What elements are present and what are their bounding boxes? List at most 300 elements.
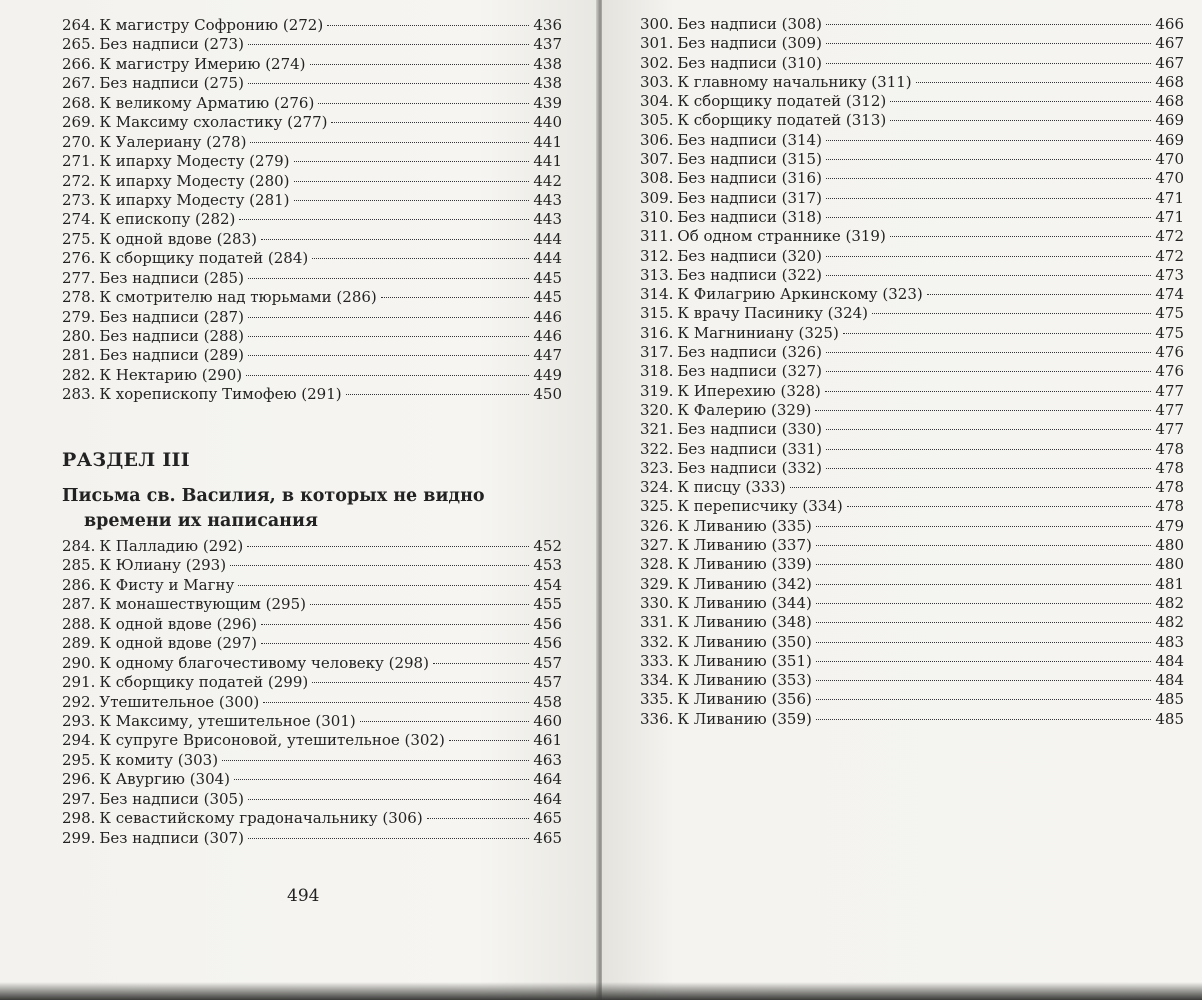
dot-leader bbox=[826, 429, 1151, 430]
toc-entry-title: К одной вдове (296) bbox=[99, 614, 257, 633]
toc-entry-page: 484 bbox=[1155, 651, 1184, 670]
toc-entry-number: 270. bbox=[62, 132, 96, 151]
dot-leader bbox=[816, 699, 1152, 700]
toc-entry-page: 478 bbox=[1155, 497, 1184, 516]
dot-leader bbox=[816, 719, 1152, 720]
toc-entry-page: 441 bbox=[533, 152, 562, 171]
toc-entry bbox=[640, 92, 1184, 111]
toc-entry bbox=[62, 191, 562, 210]
toc-entry-number: 279. bbox=[62, 307, 96, 326]
toc-entry-title: К Нектарию (290) bbox=[99, 365, 243, 384]
toc-entry-number: 326. bbox=[640, 516, 674, 535]
dot-leader bbox=[294, 181, 530, 182]
toc-entry-title: Без надписи (320) bbox=[677, 246, 822, 265]
dot-leader bbox=[826, 275, 1151, 276]
toc-entry-page: 474 bbox=[1155, 285, 1184, 304]
toc-entry-number: 267. bbox=[62, 74, 96, 93]
toc-entry bbox=[640, 420, 1184, 439]
toc-entry-number: 281. bbox=[62, 346, 96, 365]
toc-entry-page: 478 bbox=[1155, 439, 1184, 458]
toc-entry-page: 444 bbox=[533, 229, 562, 248]
toc-entry-title: К Ливанию (335) bbox=[677, 516, 812, 535]
toc-entry-title: К ипарху Модесту (280) bbox=[99, 171, 290, 190]
toc-entry-number: 329. bbox=[640, 574, 674, 593]
toc-entry-number: 311. bbox=[640, 227, 674, 246]
toc-entry-number: 293. bbox=[62, 711, 96, 730]
toc-entry-page: 481 bbox=[1155, 574, 1184, 593]
toc-entry-page: 442 bbox=[533, 171, 562, 190]
toc-entry-title: К комиту (303) bbox=[99, 750, 219, 769]
dot-leader bbox=[890, 236, 1152, 237]
toc-entry-number: 303. bbox=[640, 72, 674, 91]
toc-entry bbox=[62, 346, 562, 365]
dot-leader bbox=[248, 44, 529, 45]
dot-leader bbox=[825, 391, 1152, 392]
toc-entry-page: 477 bbox=[1155, 420, 1184, 439]
toc-entry-title: К Палладию (292) bbox=[99, 537, 244, 555]
toc-entry-number: 322. bbox=[640, 439, 674, 458]
dot-leader bbox=[248, 838, 529, 839]
toc-entry bbox=[640, 266, 1184, 285]
toc-entry-title: К Авургию (304) bbox=[99, 770, 231, 789]
toc-entry-number: 328. bbox=[640, 555, 674, 574]
dot-leader bbox=[826, 256, 1151, 257]
toc-entry bbox=[640, 401, 1184, 420]
toc-entry-title: К великому Арматию (276) bbox=[99, 93, 315, 112]
toc-entry-page: 437 bbox=[533, 35, 562, 54]
dot-leader bbox=[248, 278, 529, 279]
toc-entry-number: 282. bbox=[62, 365, 96, 384]
toc-entry-page: 449 bbox=[533, 365, 562, 384]
toc-entry-title: К Ливанию (342) bbox=[677, 574, 812, 593]
dot-leader bbox=[816, 584, 1152, 585]
toc-entry bbox=[62, 152, 562, 171]
toc-entry-page: 443 bbox=[533, 190, 562, 209]
toc-entry-page: 466 bbox=[1155, 15, 1184, 33]
toc-entry-page: 460 bbox=[533, 711, 562, 730]
toc-entry-number: 292. bbox=[62, 692, 96, 711]
toc-entry-title: Об одном страннике (319) bbox=[677, 227, 886, 246]
toc-entry-number: 271. bbox=[62, 152, 96, 171]
toc-entry-number: 301. bbox=[640, 34, 674, 53]
toc-entry-title: Без надписи (331) bbox=[677, 439, 822, 458]
dot-leader bbox=[790, 487, 1152, 488]
toc-entry-title: К Ливанию (353) bbox=[677, 671, 812, 690]
toc-entry bbox=[640, 671, 1184, 690]
dot-leader bbox=[247, 546, 529, 547]
toc-entry-number: 266. bbox=[62, 54, 96, 73]
dot-leader bbox=[234, 779, 529, 780]
toc-entry bbox=[62, 790, 562, 809]
toc-entry-page: 463 bbox=[533, 750, 562, 769]
toc-entry-title: К Фалерию (329) bbox=[677, 400, 812, 419]
dot-leader bbox=[816, 545, 1152, 546]
toc-entry-number: 290. bbox=[62, 653, 96, 672]
toc-entry-title: Без надписи (310) bbox=[677, 53, 822, 72]
dot-leader bbox=[890, 120, 1151, 121]
dot-leader bbox=[872, 313, 1151, 314]
toc-entry-title: Без надписи (332) bbox=[677, 458, 822, 477]
toc-entry-number: 308. bbox=[640, 169, 674, 188]
toc-entry-page: 465 bbox=[533, 828, 562, 847]
toc-entry-title: К Ливанию (344) bbox=[677, 593, 812, 612]
dot-leader bbox=[427, 818, 530, 819]
toc-entry-page: 471 bbox=[1155, 207, 1184, 226]
dot-leader bbox=[246, 375, 529, 376]
toc-entry-title: К главному начальнику (311) bbox=[677, 72, 912, 91]
toc-entry-title: Без надписи (314) bbox=[677, 130, 822, 149]
toc-entry-page: 441 bbox=[533, 132, 562, 151]
toc-entry-page: 478 bbox=[1155, 458, 1184, 477]
toc-entry bbox=[640, 497, 1184, 516]
toc-entry-number: 277. bbox=[62, 268, 96, 287]
toc-entry-number: 265. bbox=[62, 35, 96, 54]
toc-entry-title: К магистру Имерию (274) bbox=[99, 54, 306, 73]
toc-entry bbox=[640, 34, 1184, 53]
toc-entry-page: 436 bbox=[533, 16, 562, 34]
toc-entry-title: К супруге Врисоновой, утешительное (302) bbox=[99, 731, 445, 750]
toc-entry bbox=[640, 227, 1184, 246]
toc-entry-title: К писцу (333) bbox=[677, 478, 786, 497]
toc-entry-page: 477 bbox=[1155, 400, 1184, 419]
toc-entry bbox=[640, 536, 1184, 555]
toc-entry bbox=[62, 366, 562, 385]
toc-entry-number: 289. bbox=[62, 634, 96, 653]
toc-entry-page: 438 bbox=[533, 54, 562, 73]
dot-leader bbox=[248, 799, 529, 800]
toc-entry-number: 284. bbox=[62, 537, 96, 555]
toc-entry-number: 320. bbox=[640, 400, 674, 419]
toc-entry bbox=[62, 288, 562, 307]
toc-entry-page: 446 bbox=[533, 307, 562, 326]
toc-entry-number: 317. bbox=[640, 343, 674, 362]
toc-entry-title: Без надписи (275) bbox=[99, 74, 244, 93]
dot-leader bbox=[248, 336, 529, 337]
toc-entry bbox=[62, 210, 562, 229]
toc-entry-page: 476 bbox=[1155, 362, 1184, 381]
dot-leader bbox=[843, 333, 1152, 334]
toc-entry-number: 291. bbox=[62, 673, 96, 692]
toc-entry bbox=[62, 712, 562, 731]
toc-entry-title: Без надписи (318) bbox=[677, 207, 822, 226]
toc-entry bbox=[640, 690, 1184, 709]
toc-entry-page: 465 bbox=[533, 809, 562, 828]
toc-entry-page: 446 bbox=[533, 327, 562, 345]
toc-list-top bbox=[62, 16, 562, 405]
toc-entry-number: 298. bbox=[62, 809, 96, 828]
dot-leader bbox=[890, 101, 1151, 102]
dot-leader bbox=[826, 449, 1151, 450]
toc-entry-page: 482 bbox=[1155, 593, 1184, 612]
dot-leader bbox=[826, 468, 1151, 469]
toc-entry-title: К сборщику податей (313) bbox=[677, 111, 887, 130]
toc-entry bbox=[640, 54, 1184, 73]
toc-entry-title: К Ливанию (337) bbox=[677, 536, 812, 555]
toc-entry bbox=[640, 73, 1184, 92]
toc-entry-page: 454 bbox=[533, 575, 562, 594]
toc-entry bbox=[62, 770, 562, 789]
dot-leader bbox=[826, 198, 1151, 199]
toc-entry-page: 455 bbox=[533, 595, 562, 614]
toc-entry-title: К Ливанию (356) bbox=[677, 690, 812, 709]
left-page bbox=[0, 0, 598, 1000]
toc-entry-page: 464 bbox=[533, 770, 562, 789]
toc-entry-number: 275. bbox=[62, 229, 96, 248]
toc-entry-number: 285. bbox=[62, 556, 96, 575]
toc-entry-number: 331. bbox=[640, 613, 674, 632]
toc-entry-number: 309. bbox=[640, 188, 674, 207]
toc-entry bbox=[640, 652, 1184, 671]
toc-entry-title: Без надписи (317) bbox=[677, 188, 822, 207]
toc-entry-title: Без надписи (326) bbox=[677, 343, 822, 362]
dot-leader bbox=[816, 526, 1152, 527]
toc-entry-title: К севастийскому градоначальнику (306) bbox=[99, 809, 423, 828]
dot-leader bbox=[312, 682, 529, 683]
toc-entry bbox=[62, 634, 562, 653]
toc-entry-number: 314. bbox=[640, 285, 674, 304]
toc-entry-number: 336. bbox=[640, 709, 674, 728]
toc-entry-page: 478 bbox=[1155, 478, 1184, 497]
dot-leader bbox=[816, 661, 1152, 662]
dot-leader bbox=[230, 565, 529, 566]
toc-entry bbox=[640, 208, 1184, 227]
toc-entry bbox=[640, 555, 1184, 574]
dot-leader bbox=[449, 740, 530, 741]
toc-entry-title: К одной вдове (297) bbox=[99, 634, 257, 653]
toc-entry bbox=[62, 576, 562, 595]
toc-entry-page: 482 bbox=[1155, 613, 1184, 632]
toc-entry-number: 305. bbox=[640, 111, 674, 130]
toc-entry-title: К магистру Софронию (272) bbox=[99, 16, 324, 34]
toc-entry-number: 278. bbox=[62, 288, 96, 307]
toc-entry-page: 483 bbox=[1155, 632, 1184, 651]
toc-entry-number: 316. bbox=[640, 323, 674, 342]
dot-leader bbox=[826, 24, 1151, 25]
toc-entry bbox=[62, 615, 562, 634]
dot-leader bbox=[916, 82, 1152, 83]
toc-entry-number: 306. bbox=[640, 130, 674, 149]
toc-entry bbox=[62, 809, 562, 828]
toc-entry-number: 312. bbox=[640, 246, 674, 265]
dot-leader bbox=[222, 760, 529, 761]
toc-entry-title: Без надписи (305) bbox=[99, 789, 244, 808]
toc-entry-title: Без надписи (288) bbox=[99, 327, 244, 345]
toc-entry-page: 456 bbox=[533, 634, 562, 653]
toc-entry bbox=[640, 247, 1184, 266]
dot-leader bbox=[826, 140, 1151, 141]
toc-entry-number: 272. bbox=[62, 171, 96, 190]
toc-entry-number: 323. bbox=[640, 458, 674, 477]
toc-entry-title: Без надписи (309) bbox=[677, 34, 822, 53]
toc-entry-number: 304. bbox=[640, 92, 674, 111]
toc-entry-number: 325. bbox=[640, 497, 674, 516]
toc-entry-number: 295. bbox=[62, 750, 96, 769]
toc-entry-page: 438 bbox=[533, 74, 562, 93]
dot-leader bbox=[310, 64, 530, 65]
toc-entry-title: К Ливанию (339) bbox=[677, 555, 812, 574]
toc-entry-title: К епископу (282) bbox=[99, 210, 236, 229]
toc-entry-page: 469 bbox=[1155, 130, 1184, 149]
toc-entry-title: Без надписи (285) bbox=[99, 268, 244, 287]
toc-entry-page: 447 bbox=[533, 346, 562, 365]
toc-entry-title: К Максиму схоластику (277) bbox=[99, 113, 328, 132]
toc-entry-page: 458 bbox=[533, 692, 562, 711]
toc-entry bbox=[640, 613, 1184, 632]
toc-entry-number: 315. bbox=[640, 304, 674, 323]
toc-entry bbox=[62, 249, 562, 268]
toc-entry-number: 313. bbox=[640, 265, 674, 284]
toc-entry bbox=[62, 74, 562, 93]
toc-entry bbox=[640, 575, 1184, 594]
toc-entry-number: 321. bbox=[640, 420, 674, 439]
toc-entry bbox=[62, 269, 562, 288]
toc-entry-number: 319. bbox=[640, 381, 674, 400]
toc-entry-page: 479 bbox=[1155, 516, 1184, 535]
toc-entry-number: 324. bbox=[640, 478, 674, 497]
toc-entry-page: 476 bbox=[1155, 343, 1184, 362]
dot-leader bbox=[826, 43, 1151, 44]
toc-entry-title: К врачу Пасинику (324) bbox=[677, 304, 869, 323]
toc-entry-number: 297. bbox=[62, 789, 96, 808]
dot-leader bbox=[327, 25, 529, 26]
toc-entry-page: 470 bbox=[1155, 169, 1184, 188]
toc-entry-title: Без надписи (315) bbox=[677, 150, 822, 169]
toc-entry-page: 469 bbox=[1155, 111, 1184, 130]
toc-entry bbox=[62, 133, 562, 152]
toc-entry-number: 269. bbox=[62, 113, 96, 132]
dot-leader bbox=[826, 63, 1151, 64]
toc-entry bbox=[640, 324, 1184, 343]
dot-leader bbox=[248, 317, 529, 318]
scan-edge-shadow bbox=[0, 982, 1202, 1000]
page-number: 494 bbox=[287, 886, 320, 906]
dot-leader bbox=[312, 258, 529, 259]
dot-leader bbox=[261, 643, 529, 644]
toc-entry-title: К сборщику податей (299) bbox=[99, 673, 309, 692]
toc-entry-number: 276. bbox=[62, 249, 96, 268]
toc-entry-title: К Уалериану (278) bbox=[99, 132, 247, 151]
toc-entry-title: К хорепископу Тимофею (291) bbox=[99, 385, 342, 404]
toc-entry-page: 461 bbox=[533, 731, 562, 750]
toc-entry-page: 452 bbox=[533, 537, 562, 555]
toc-entry-title: Без надписи (289) bbox=[99, 346, 244, 365]
right-page bbox=[602, 0, 1202, 1000]
dot-leader bbox=[381, 297, 530, 298]
dot-leader bbox=[331, 122, 529, 123]
toc-entry-number: 283. bbox=[62, 385, 96, 404]
dot-leader bbox=[816, 680, 1152, 681]
toc-entry bbox=[640, 362, 1184, 381]
dot-leader bbox=[294, 161, 530, 162]
toc-entry-title: К Иперехию (328) bbox=[677, 381, 821, 400]
toc-entry-page: 475 bbox=[1155, 323, 1184, 342]
dot-leader bbox=[250, 142, 529, 143]
toc-entry-title: К Филагрию Аркинскому (323) bbox=[677, 285, 923, 304]
toc-entry-title: К Ливанию (351) bbox=[677, 651, 812, 670]
toc-entry-page: 471 bbox=[1155, 188, 1184, 207]
toc-entry bbox=[62, 731, 562, 750]
toc-entry bbox=[62, 94, 562, 113]
toc-entry bbox=[62, 16, 562, 35]
toc-entry bbox=[640, 478, 1184, 497]
toc-entry-title: Без надписи (330) bbox=[677, 420, 822, 439]
toc-entry-number: 287. bbox=[62, 595, 96, 614]
toc-entry bbox=[62, 654, 562, 673]
toc-entry bbox=[62, 113, 562, 132]
toc-entry bbox=[62, 537, 562, 556]
dot-leader bbox=[360, 721, 530, 722]
toc-entry-title: К сборщику податей (284) bbox=[99, 249, 309, 268]
dot-leader bbox=[816, 603, 1152, 604]
dot-leader bbox=[248, 83, 529, 84]
toc-entry-title: К Фисту и Магну bbox=[99, 575, 235, 594]
toc-entry-number: 299. bbox=[62, 828, 96, 847]
toc-entry bbox=[640, 710, 1184, 729]
toc-entry bbox=[640, 131, 1184, 150]
toc-entry-page: 472 bbox=[1155, 227, 1184, 246]
dot-leader bbox=[239, 219, 529, 220]
toc-entry-page: 485 bbox=[1155, 709, 1184, 728]
dot-leader bbox=[310, 604, 529, 605]
toc-entry bbox=[640, 343, 1184, 362]
toc-entry-page: 470 bbox=[1155, 150, 1184, 169]
toc-entry-page: 473 bbox=[1155, 265, 1184, 284]
toc-entry-page: 477 bbox=[1155, 381, 1184, 400]
dot-leader bbox=[826, 217, 1151, 218]
dot-leader bbox=[433, 663, 529, 664]
dot-leader bbox=[346, 394, 530, 395]
toc-entry-title: Без надписи (307) bbox=[99, 828, 244, 847]
toc-entry-number: 335. bbox=[640, 690, 674, 709]
toc-entry-page: 485 bbox=[1155, 690, 1184, 709]
toc-entry-number: 280. bbox=[62, 327, 96, 345]
toc-entry-page: 453 bbox=[533, 556, 562, 575]
toc-entry bbox=[640, 517, 1184, 536]
toc-entry-page: 484 bbox=[1155, 671, 1184, 690]
toc-entry-page: 457 bbox=[533, 653, 562, 672]
toc-entry-title: К одной вдове (283) bbox=[99, 229, 257, 248]
toc-entry-number: 330. bbox=[640, 593, 674, 612]
toc-entry bbox=[640, 189, 1184, 208]
toc-entry-page: 457 bbox=[533, 673, 562, 692]
toc-entry bbox=[62, 829, 562, 848]
toc-entry bbox=[640, 304, 1184, 323]
toc-entry-title: К Ливанию (359) bbox=[677, 709, 812, 728]
toc-entry-number: 300. bbox=[640, 15, 674, 33]
dot-leader bbox=[318, 103, 529, 104]
toc-entry bbox=[640, 150, 1184, 169]
dot-leader bbox=[847, 506, 1152, 507]
toc-list-bottom bbox=[62, 537, 562, 848]
toc-entry-title: Без надписи (322) bbox=[677, 265, 822, 284]
toc-entry-number: 264. bbox=[62, 16, 96, 34]
toc-entry bbox=[62, 308, 562, 327]
toc-entry-title: Без надписи (308) bbox=[677, 15, 822, 33]
toc-entry bbox=[640, 633, 1184, 652]
toc-entry-title: К Магниниану (325) bbox=[677, 323, 839, 342]
toc-entry-title: Без надписи (287) bbox=[99, 307, 244, 326]
toc-entry-page: 443 bbox=[533, 210, 562, 229]
toc-entry-number: 307. bbox=[640, 150, 674, 169]
toc-entry-page: 440 bbox=[533, 113, 562, 132]
toc-entry bbox=[62, 673, 562, 692]
toc-entry bbox=[62, 172, 562, 191]
toc-entry-number: 318. bbox=[640, 362, 674, 381]
toc-entry-title: Без надписи (316) bbox=[677, 169, 822, 188]
toc-entry-title: Без надписи (327) bbox=[677, 362, 822, 381]
toc-entry-page: 467 bbox=[1155, 34, 1184, 53]
section-heading: РАЗДЕЛ III bbox=[62, 449, 190, 471]
